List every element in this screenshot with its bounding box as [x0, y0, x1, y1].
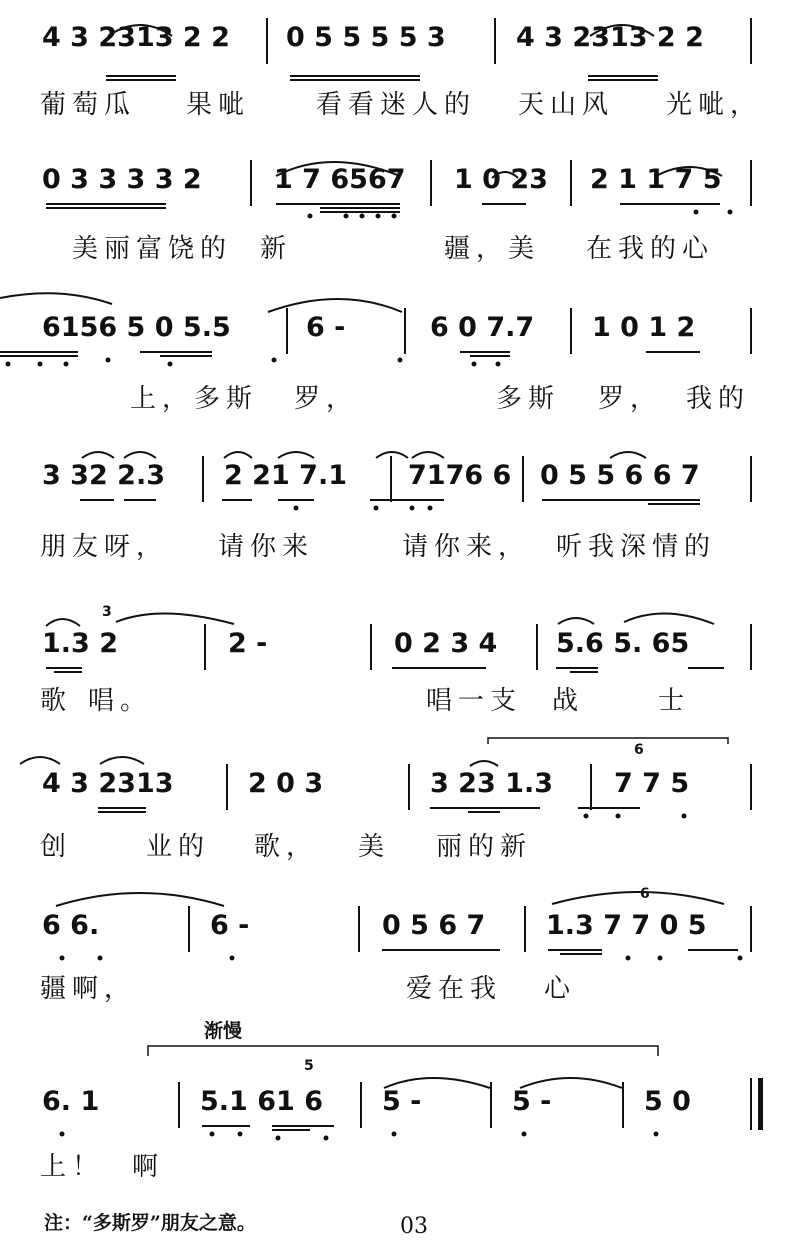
lyric: 请你来，	[402, 532, 531, 562]
lyric: 果呲	[186, 90, 251, 120]
grace-note: 3	[102, 604, 112, 620]
lyrics-row-4	[40, 526, 756, 566]
lyric: 丽的新	[436, 832, 533, 862]
notes-row	[38, 308, 756, 352]
bar-line	[404, 308, 406, 354]
measure: 2 0 3	[248, 768, 324, 799]
bar-line	[536, 624, 538, 670]
lyric: 请你来	[218, 532, 315, 562]
measure: 1.3 2	[42, 628, 119, 659]
grace-note: 6	[634, 742, 644, 758]
bar-line	[750, 906, 752, 952]
measure: 7 7 5	[614, 768, 690, 799]
lyric: 朋友呀，	[40, 532, 169, 562]
measure: 4 3 2313 2 2	[516, 22, 704, 53]
lyric: 唱一支	[426, 686, 523, 716]
lyric: 歌，	[254, 832, 319, 862]
bar-line	[750, 764, 752, 810]
lyric: 葡萄瓜	[40, 90, 137, 120]
measure: 5 -	[512, 1086, 552, 1117]
measure: 0 2 3 4	[394, 628, 498, 659]
measure: 4 3 2313 2 2	[42, 22, 230, 53]
measure: 1 7 6567	[274, 164, 406, 195]
measure: 6 0 7.7	[430, 312, 535, 343]
measure: 6156 5 0 5.5	[42, 312, 231, 343]
measure: 5 -	[382, 1086, 422, 1117]
bar-line	[266, 18, 268, 64]
lyric: 新	[260, 234, 293, 264]
lyric: 心	[544, 974, 577, 1004]
lyric: 光呲，	[666, 90, 763, 120]
page-number: 03	[400, 1214, 428, 1239]
measure: 3 32 2.3	[42, 460, 165, 491]
bar-line	[250, 160, 252, 206]
bar-line	[622, 1082, 624, 1128]
bar-line	[524, 906, 526, 952]
notes-row	[38, 18, 756, 62]
notes-row	[38, 160, 756, 204]
bar-line	[178, 1082, 180, 1128]
bar-line	[570, 308, 572, 354]
lyric: 士	[658, 686, 691, 716]
bar-line	[522, 456, 524, 502]
measure: 0 5 6 7	[382, 910, 486, 941]
measure: 6 -	[210, 910, 250, 941]
measure: 0 5 5 6 6 7	[540, 460, 700, 491]
measure: 5.1 61 6	[200, 1086, 323, 1117]
lyric: 多斯	[496, 384, 561, 414]
lyric: 美	[358, 832, 391, 862]
measure: 2 21 7.1	[224, 460, 347, 491]
measure: 6 6.	[42, 910, 100, 941]
notes-row	[38, 624, 756, 668]
lyric: 上！	[40, 1152, 105, 1182]
bar-line	[570, 160, 572, 206]
footnote: 注：“多斯罗”朋友之意。	[44, 1212, 256, 1234]
bar-line	[750, 624, 752, 670]
bar-line	[188, 906, 190, 952]
lyric: 唱。	[88, 686, 153, 716]
bar-line	[358, 906, 360, 952]
lyrics-row-2	[40, 228, 756, 268]
measure: 1.3 7 7 0 5	[546, 910, 707, 941]
lyrics-row-1	[40, 84, 763, 124]
lyric: 上，多斯	[130, 384, 259, 414]
bar-line	[370, 624, 372, 670]
lyric: 我的	[686, 384, 751, 414]
lyrics-row-8	[40, 1146, 756, 1186]
measure: 0 3 3 3 3 2	[42, 164, 202, 195]
measure: 5 0	[644, 1086, 691, 1117]
bar-line	[408, 764, 410, 810]
bar-line	[750, 160, 752, 206]
bar-line	[490, 1082, 492, 1128]
lyrics-row-3	[40, 378, 756, 418]
lyric: 在我的心	[586, 234, 715, 264]
lyric: 罗，	[598, 384, 663, 414]
lyric: 创	[40, 832, 73, 862]
lyrics-row-6	[40, 826, 756, 866]
bar-line	[360, 1082, 362, 1128]
lyric: 歌	[40, 686, 73, 716]
lyric: 疆啊，	[40, 974, 137, 1004]
lyric: 疆，美	[444, 234, 541, 264]
lyric: 啊	[132, 1152, 165, 1182]
measure: 2 -	[228, 628, 268, 659]
lyric: 看看迷人的	[316, 90, 477, 120]
lyric: 美丽富饶的	[72, 234, 233, 264]
lyric: 业的	[146, 832, 211, 862]
bar-line	[286, 308, 288, 354]
bar-line	[204, 624, 206, 670]
notes-row	[38, 1082, 756, 1126]
measure: 6 -	[306, 312, 346, 343]
measure: 3 23 1.3	[430, 768, 553, 799]
lyric: 天山风	[518, 90, 615, 120]
measure: 1 0 1 2	[592, 312, 696, 343]
bar-line	[202, 456, 204, 502]
bar-line	[750, 308, 752, 354]
lyric: 罗，	[294, 384, 359, 414]
bar-line	[494, 18, 496, 64]
grace-note: 5	[304, 1058, 314, 1074]
bar-line	[590, 764, 592, 810]
notes-row	[38, 764, 756, 808]
notes-row	[38, 906, 756, 950]
bar-line	[226, 764, 228, 810]
bar-line	[430, 160, 432, 206]
bar-line	[750, 456, 752, 502]
bar-line	[750, 18, 752, 64]
measure: 7176 6	[408, 460, 512, 491]
notes-row	[38, 456, 756, 500]
bar-line	[390, 456, 392, 502]
measure: 0 5 5 5 5 3	[286, 22, 446, 53]
final-bar-line	[750, 1078, 763, 1130]
tempo-marking: 渐慢	[204, 1020, 243, 1042]
measure: 1 0 23	[454, 164, 548, 195]
grace-note: 6	[640, 886, 650, 902]
lyrics-row-5	[40, 680, 756, 720]
measure: 5.6 5. 65	[556, 628, 690, 659]
measure: 4 3 2313	[42, 768, 174, 799]
lyric: 战	[552, 686, 585, 716]
measure: 6. 1	[42, 1086, 100, 1117]
lyrics-row-7	[40, 968, 756, 1008]
lyric: 听我深情的	[556, 532, 717, 562]
lyric: 爱在我	[406, 974, 503, 1004]
measure: 2 1 1 7 5	[590, 164, 722, 195]
